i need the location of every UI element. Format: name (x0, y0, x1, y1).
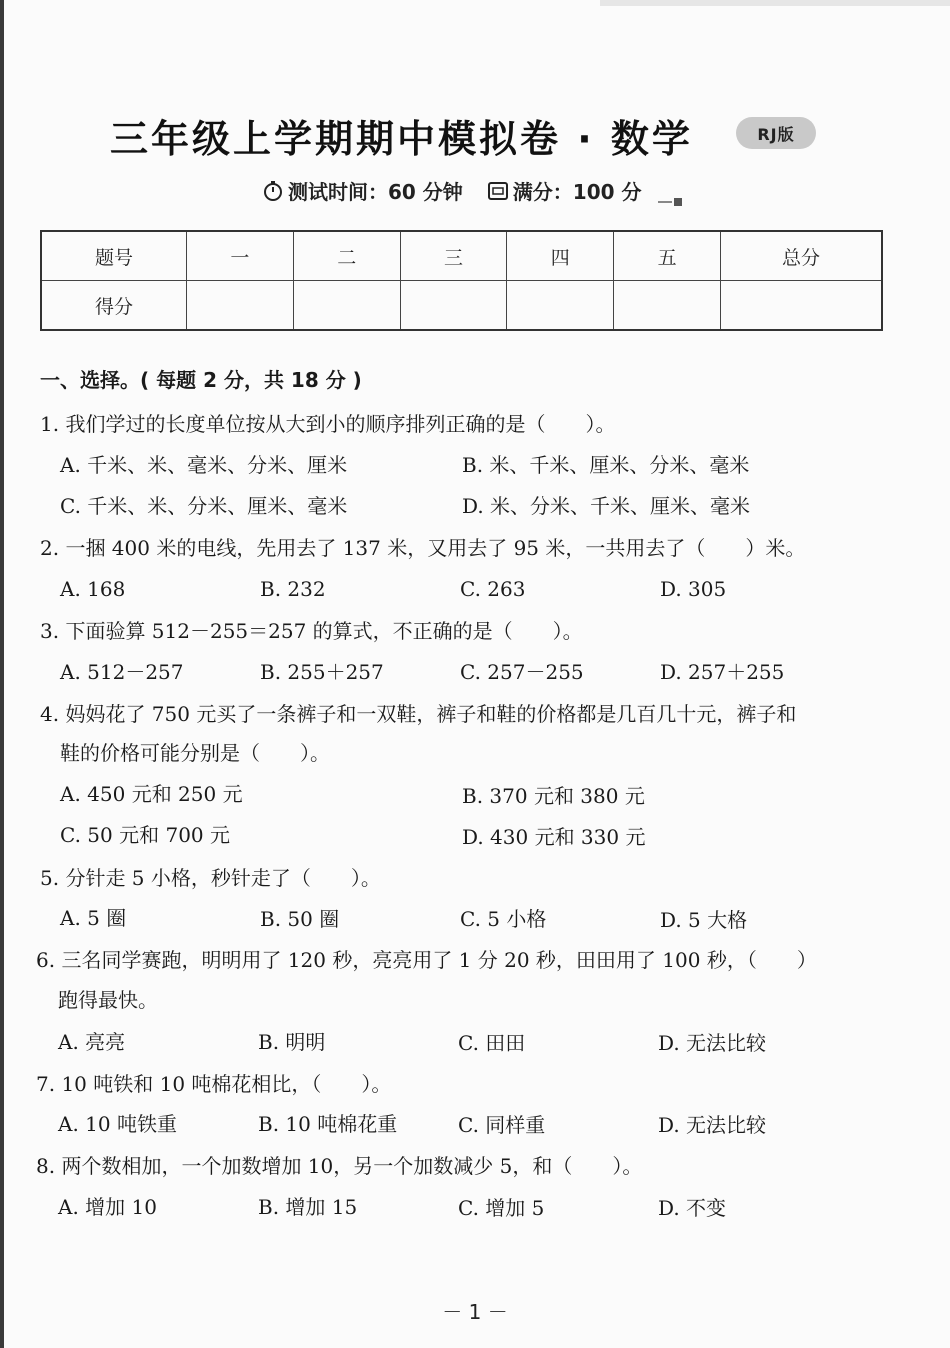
score-header-cell: 题号 (41, 231, 187, 281)
score-table (40, 230, 883, 331)
question-4-line-1: 4. 妈妈花了 750 元买了一条裤子和一双鞋，裤子和鞋的价格都是几百几十元，裤子和 (40, 702, 797, 726)
option-3c: C. 257－255 (460, 660, 584, 684)
exam-meta (262, 176, 684, 205)
score-blank-cell[interactable] (614, 281, 721, 331)
page-title: 三年级上学期期中模拟卷 · 数学 (110, 117, 693, 161)
option-1d: D. 米、分米、千米、厘米、毫米 (462, 494, 751, 518)
question-8: 8. 两个数相加，一个加数增加 10，另一个加数减少 5，和（ ）。 (36, 1154, 643, 1178)
option-7a: A. 10 吨铁重 (58, 1112, 177, 1136)
edition-badge: RJ版 (736, 117, 816, 149)
option-7b: B. 10 吨棉花重 (258, 1112, 398, 1136)
score-blank-cell[interactable] (507, 281, 614, 331)
question-5: 5. 分针走 5 小格，秒针走了（ ）。 (40, 866, 381, 890)
score-header-cell: 五 (614, 231, 721, 281)
score-row-label: 得分 (41, 281, 187, 331)
option-2d: D. 305 (660, 577, 727, 601)
option-8c: C. 增加 5 (458, 1196, 545, 1220)
score-table-score-row (41, 281, 882, 331)
option-1b: B. 米、千米、厘米、分米、毫米 (462, 453, 750, 477)
option-4c: C. 50 元和 700 元 (60, 823, 230, 847)
score-label: 满分：100 分 (512, 180, 642, 204)
option-5c: C. 5 小格 (460, 907, 547, 931)
question-4-line-2: 鞋的价格可能分别是（ ）。 (60, 741, 330, 765)
option-5a: A. 5 圈 (60, 906, 127, 930)
option-1a: A. 千米、米、毫米、分米、厘米 (60, 453, 348, 477)
score-header-cell: 一 (187, 231, 294, 281)
score-blank-cell[interactable] (721, 281, 883, 331)
question-3: 3. 下面验算 512－255＝257 的算式，不正确的是（ ）。 (40, 619, 583, 643)
option-3d: D. 257＋255 (660, 660, 785, 684)
option-4b: B. 370 元和 380 元 (462, 784, 645, 808)
question-2: 2. 一捆 400 米的电线，先用去了 137 米，又用去了 95 米，一共用去了（ ）米。 (40, 536, 806, 560)
section-1-title: 一、选择。( 每题 2 分，共 18 分 ) (40, 368, 362, 392)
question-1: 1. 我们学过的长度单位按从大到小的顺序排列正确的是（ ）。 (40, 412, 616, 436)
option-8a: A. 增加 10 (58, 1195, 157, 1219)
option-4a: A. 450 元和 250 元 (60, 782, 243, 806)
page-number: － 1 － (442, 1300, 508, 1324)
score-header-cell: 二 (293, 231, 400, 281)
time-label: 测试时间：60 分钟 (288, 180, 463, 204)
option-6c: C. 田田 (458, 1031, 526, 1055)
option-5d: D. 5 大格 (660, 908, 748, 932)
option-8b: B. 增加 15 (258, 1195, 358, 1219)
score-blank-cell[interactable] (400, 281, 507, 331)
score-blank-cell[interactable] (187, 281, 294, 331)
question-7: 7. 10 吨铁和 10 吨棉花相比，（ ）。 (36, 1072, 392, 1096)
scan-top-bleed (600, 0, 950, 6)
score-icon (487, 180, 509, 202)
scan-left-edge (0, 0, 4, 1348)
option-5b: B. 50 圈 (260, 907, 340, 931)
option-2b: B. 232 (260, 577, 326, 601)
option-7c: C. 同样重 (458, 1113, 546, 1137)
option-2a: A. 168 (60, 577, 126, 601)
score-blank-cell[interactable] (293, 281, 400, 331)
option-3a: A. 512－257 (60, 660, 184, 684)
option-7d: D. 无法比较 (658, 1113, 767, 1137)
score-table-header-row (41, 231, 882, 281)
option-3b: B. 255＋257 (260, 660, 384, 684)
question-6-line-2: 跑得最快。 (58, 988, 158, 1012)
option-2c: C. 263 (460, 577, 526, 601)
score-header-cell: 三 (400, 231, 507, 281)
option-4d: D. 430 元和 330 元 (462, 825, 646, 849)
option-8d: D. 不变 (658, 1196, 727, 1220)
option-6a: A. 亮亮 (58, 1030, 126, 1054)
option-6b: B. 明明 (258, 1030, 326, 1054)
score-header-cell: 四 (507, 231, 614, 281)
score-header-cell: 总分 (721, 231, 883, 281)
question-6-line-1: 6. 三名同学赛跑，明明用了 120 秒，亮亮用了 1 分 20 秒，田田用了 100 秒，（ ） (36, 948, 817, 972)
qr-mark-icon (658, 187, 684, 195)
option-6d: D. 无法比较 (658, 1031, 767, 1055)
option-1c: C. 千米、米、分米、厘米、毫米 (60, 494, 348, 518)
stopwatch-icon (262, 180, 284, 202)
